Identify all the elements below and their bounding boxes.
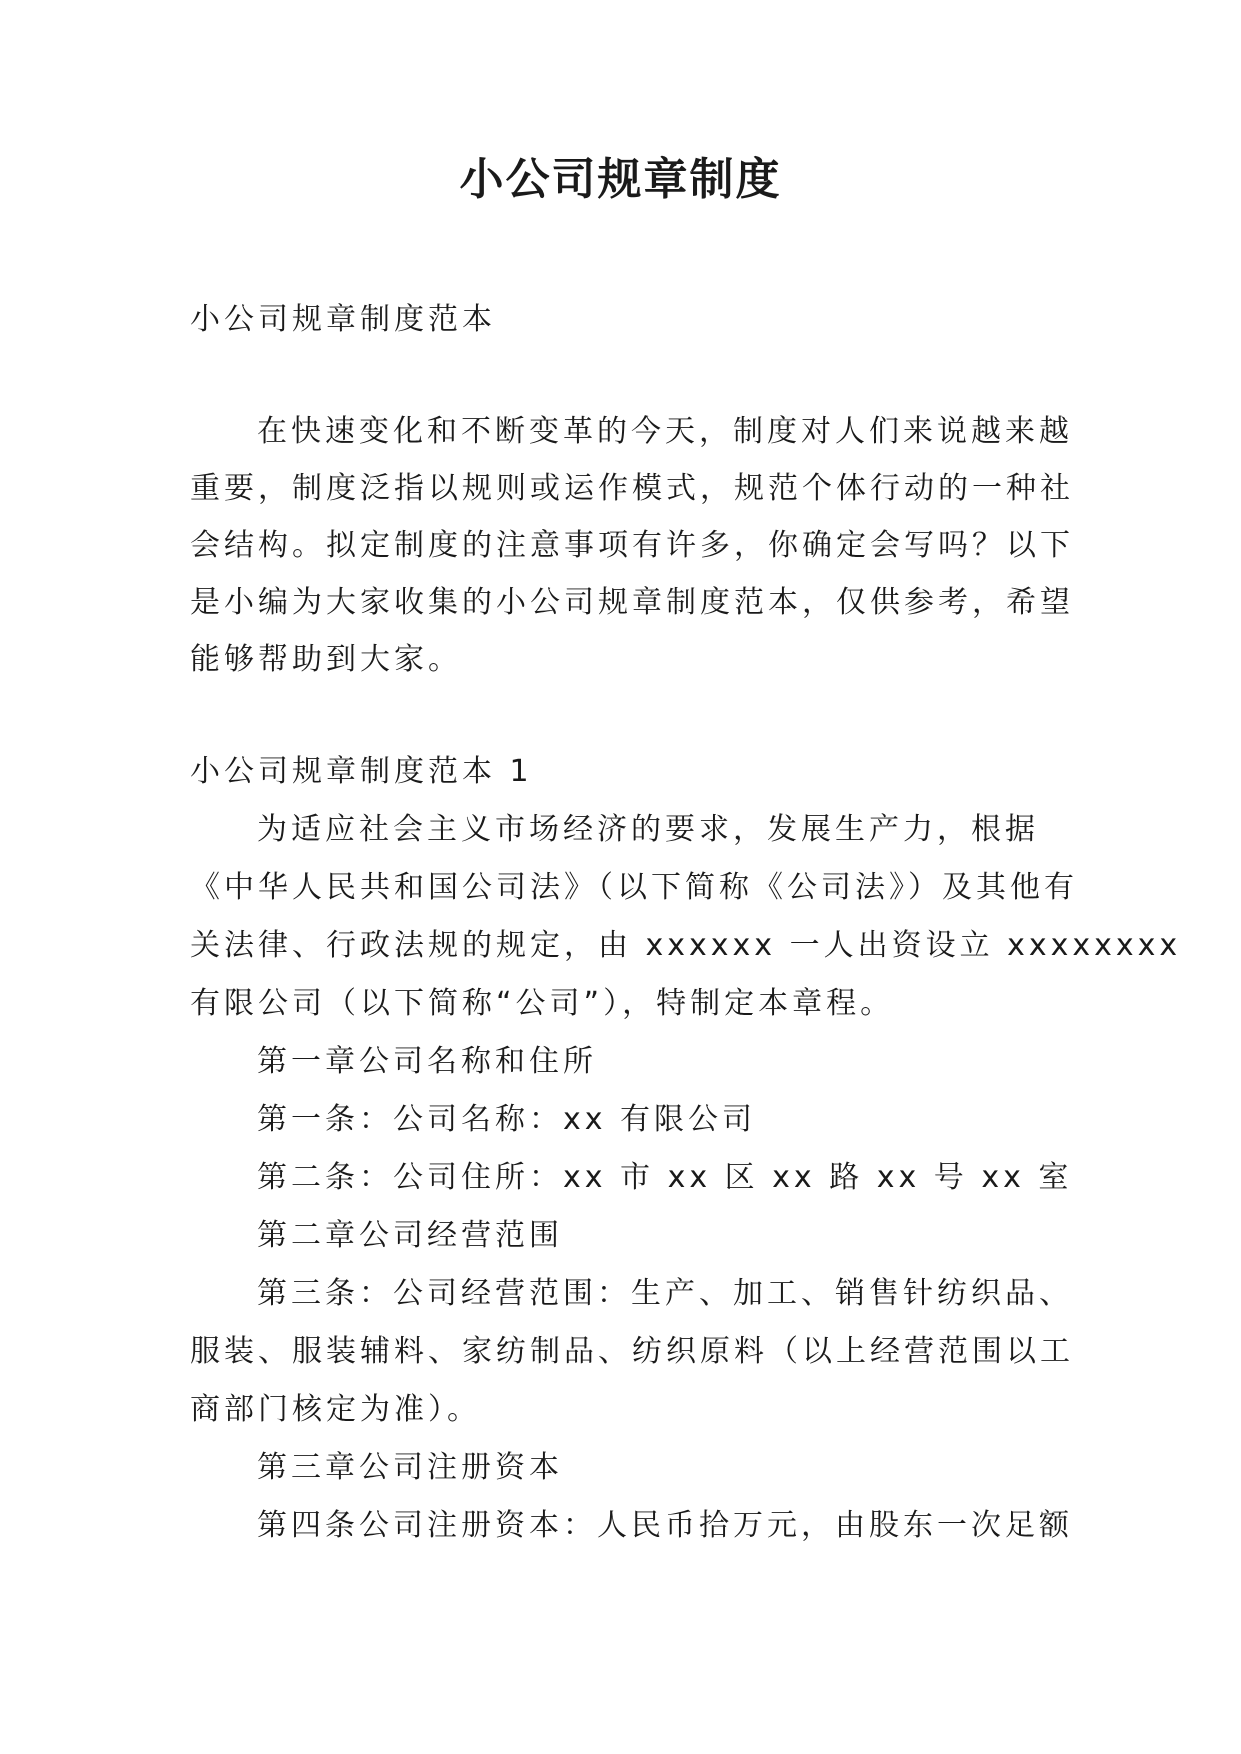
article-line: 第四条公司注册资本：人民币拾万元，由股东一次足额 [257,1508,1073,1543]
article-line: 第二条：公司住所：xx 市 xx 区 xx 路 xx 号 xx 室 [257,1160,1073,1195]
document-subtitle: 小公司规章制度范本 [190,302,496,337]
article-line: 第一条：公司名称：xx 有限公司 [257,1102,757,1137]
article-line: 第三条：公司经营范围：生产、加工、销售针纺织品、 [257,1276,1073,1311]
body-line: 为适应社会主义市场经济的要求，发展生产力，根据 [257,812,1039,847]
intro-line: 在快速变化和不断变革的今天，制度对人们来说越来越 [257,414,1073,449]
chapter-heading: 第三章公司注册资本 [257,1450,563,1485]
section-heading: 小公司规章制度范本 1 [190,754,533,789]
body-line: 商部门核定为准）。 [190,1392,481,1427]
intro-line: 能够帮助到大家。 [190,642,462,677]
intro-line: 重要，制度泛指以规则或运作模式，规范个体行动的一种社 [190,471,1074,506]
chapter-heading: 第一章公司名称和住所 [257,1044,597,1079]
body-line: 服装、服装辅料、家纺制品、纺织原料（以上经营范围以工 [190,1334,1074,1369]
chapter-heading: 第二章公司经营范围 [257,1218,563,1253]
body-line: 《中华人民共和国公司法》（以下简称《公司法》）及其他有 [190,870,1078,905]
document-title: 小公司规章制度 [459,154,782,205]
body-line: 关法律、行政法规的规定，由 xxxxxx 一人出资设立 xxxxxxxx [190,928,1182,963]
body-line: 有限公司（以下简称“公司”），特制定本章程。 [190,986,895,1021]
intro-line: 会结构。拟定制度的注意事项有许多，你确定会写吗？以下 [190,528,1074,563]
intro-line: 是小编为大家收集的小公司规章制度范本，仅供参考，希望 [190,585,1074,620]
